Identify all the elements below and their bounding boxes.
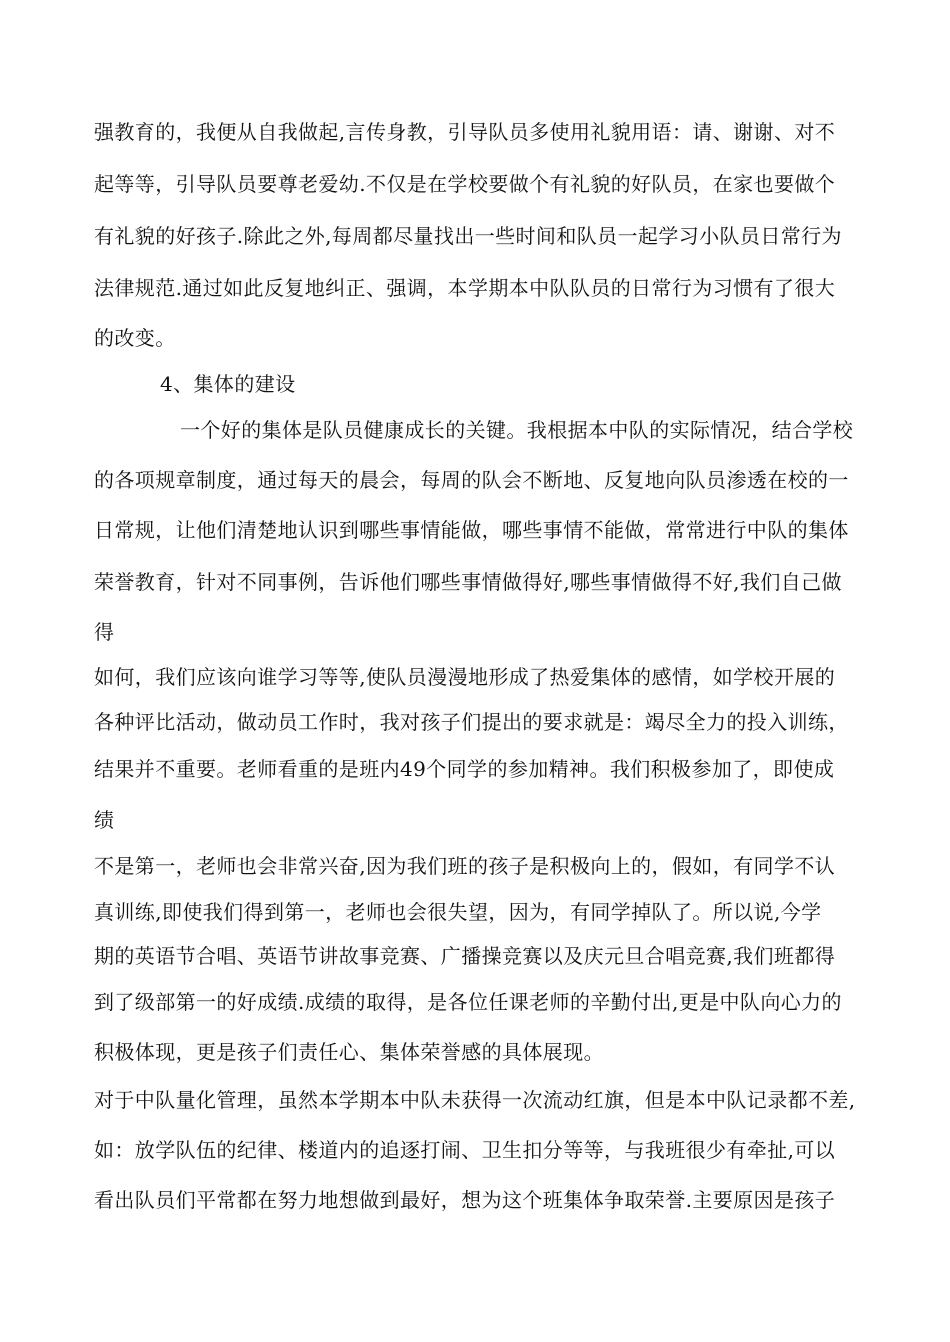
text-line: 真训练,即使我们得到第一，老师也会很失望，因为，有同学掉队了。所以说,今学 — [94, 900, 822, 924]
text-line: 结果并不重要。老师看重的是班内49个同学的参加精神。我们积极参加了，即使成 — [94, 757, 835, 781]
text-line: 的各项规章制度，通过每天的晨会，每周的队会不断地、反复地向队员渗透在校的一 — [94, 468, 849, 492]
section-heading: 4、集体的建设 — [160, 372, 296, 396]
text-line: 看出队员们平常都在努力地想做到最好，想为这个班集体争取荣誉.主要原因是孩子 — [94, 1188, 836, 1212]
text-line: 法律规范.通过如此反复地纠正、强调，本学期本中队队员的日常行为习惯有了很大 — [94, 276, 836, 300]
text-line: 有礼貌的好孩子.除此之外,每周都尽量找出一些时间和队员一起学习小队员日常行为 — [94, 224, 842, 248]
text-line: 绩 — [94, 808, 115, 832]
text-line: 的改变。 — [94, 326, 176, 350]
text-line: 积极体现，更是孩子们责任心、集体荣誉感的具体展现。 — [94, 1040, 604, 1064]
text-line: 到了级部第一的好成绩.成绩的取得，是各位任课老师的辛勤付出,更是中队向心力的 — [94, 990, 842, 1014]
text-line: 一个好的集体是队员健康成长的关键。我根据本中队的实际情况，结合学校 — [180, 418, 854, 442]
text-line: 各种评比活动，做动员工作时，我对孩子们提出的要求就是：竭尽全力的投入训练， — [94, 710, 849, 734]
text-line: 如何，我们应该向谁学习等等,使队员漫漫地形成了热爱集体的感情，如学校开展的 — [94, 665, 836, 689]
text-line: 得 — [94, 620, 115, 644]
text-line: 不是第一，老师也会非常兴奋,因为我们班的孩子是积极向上的，假如，有同学不认 — [94, 854, 836, 878]
text-line: 如：放学队伍的纪律、楼道内的追逐打闹、卫生扣分等等，与我班很少有牵扯,可以 — [94, 1138, 836, 1162]
text-line: 起等等，引导队员要尊老爱幼.不仅是在学校要做个有礼貌的好队员，在家也要做个 — [94, 172, 836, 196]
text-line: 强教育的，我便从自我做起,言传身教，引导队员多使用礼貌用语：请、谢谢、对不 — [94, 120, 836, 144]
text-line: 荣誉教育，针对不同事例，告诉他们哪些事情做得好,哪些事情做得不好,我们自己做 — [94, 570, 842, 594]
text-line: 期的英语节合唱、英语节讲故事竞赛、广播操竞赛以及庆元旦合唱竞赛,我们班都得 — [94, 944, 836, 968]
text-line: 对于中队量化管理，虽然本学期本中队未获得一次流动红旗，但是本中队记录都不差, — [94, 1088, 856, 1112]
text-line: 日常规，让他们清楚地认识到哪些事情能做，哪些事情不能做，常常进行中队的集体 — [94, 518, 849, 542]
